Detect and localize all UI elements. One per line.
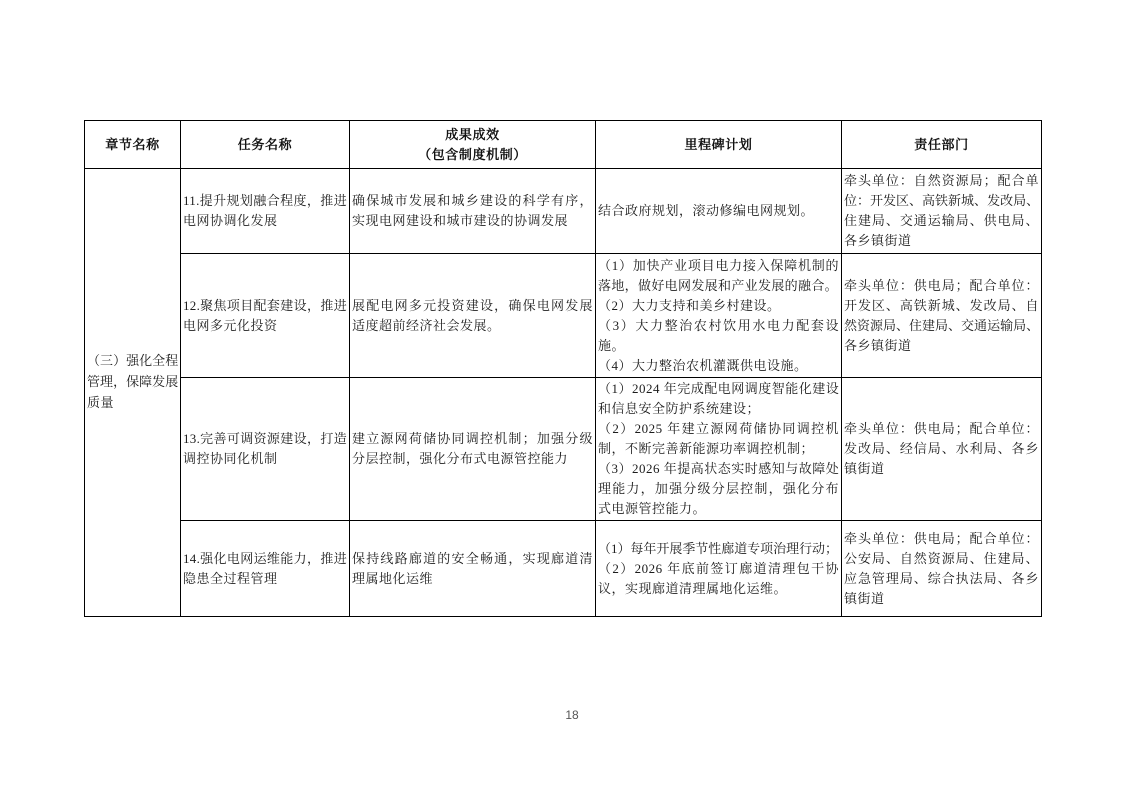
department-text-line: 镇街道 — [844, 590, 885, 606]
task-cell — [181, 169, 350, 254]
task-name-line: 13.完善可调资源建设，打造 — [183, 431, 347, 446]
header-milestone-label: 里程碑计划 — [684, 136, 753, 152]
department-text-line: 牵头单位：自然资源局；配合单 — [844, 173, 1039, 188]
milestone-text-paragraph — [598, 459, 839, 519]
task-name-paragraph — [183, 191, 347, 231]
department-cell — [842, 521, 1042, 617]
milestone-text-line: （3）大力整治农村饮用水电力配套设 — [598, 317, 839, 333]
department-cell — [842, 378, 1042, 521]
milestone-text-line: 落地，做好电网发展和产业发展的融合。 — [598, 277, 839, 293]
milestone-text-paragraph — [598, 201, 839, 221]
outcome-text-line: 实现电网建设和城市建设的协调发展 — [352, 213, 569, 228]
header-department-cell — [842, 121, 1042, 169]
milestone-text-line: （2）大力支持和美乡村建设。 — [598, 297, 781, 313]
header-task-label: 任务名称 — [237, 136, 293, 152]
header-task-cell — [181, 121, 350, 169]
outcome-text-paragraph — [352, 549, 593, 589]
outcome-cell — [350, 169, 596, 254]
milestone-text-line: 理能力，加强分级分层控制，强化分布 — [598, 481, 839, 496]
milestone-text-line: 结合政府规划，滚动修编电网规划。 — [598, 203, 815, 218]
milestone-text — [598, 379, 839, 519]
header-department-label: 责任部门 — [914, 136, 969, 152]
outcome-text-line: 建立源网荷储协同调控机制；加强分级 — [352, 431, 593, 446]
department-cell — [842, 254, 1042, 378]
department-text-line: 各乡镇街道 — [844, 233, 912, 248]
milestone-text-line: （1）加快产业项目电力接入保障机制的 — [598, 257, 839, 273]
department-text-line: 住建局、交通运输局、供电局、 — [844, 213, 1039, 228]
milestone-text — [598, 539, 839, 599]
department-text-line: 开发区、高铁新城、发改局、自 — [844, 297, 1039, 313]
chapter-name-paragraph — [87, 350, 178, 413]
outcome-text-line: 确保城市发展和城乡建设的科学有序， — [352, 193, 593, 208]
task-name-line: 电网协调化发展 — [183, 213, 278, 228]
chapter-name-line: （三）强化全程 — [87, 353, 178, 368]
task-cell — [181, 378, 350, 521]
header-outcome-cell — [350, 121, 596, 169]
task-name-line: 14.强化电网运维能力，推进 — [183, 550, 347, 566]
milestone-text-paragraph — [598, 256, 839, 296]
department-text-line: 牵头单位：供电局；配合单位： — [844, 421, 1039, 436]
outcome-text-line: 分层控制，强化分布式电源管控能力 — [352, 451, 569, 466]
outcome-text-paragraph — [352, 429, 593, 469]
chapter-name-line: 质量 — [87, 395, 115, 410]
outcome-text-line: 理属地化运维 — [352, 570, 434, 586]
milestone-text-line: 式电源管控能力。 — [598, 501, 707, 516]
task-cell — [181, 254, 350, 378]
milestone-text-line: （1）每年开展季节性廊道专项治理行动； — [598, 540, 839, 556]
task-name-paragraph — [183, 296, 347, 336]
task-name — [183, 191, 347, 231]
milestone-text-paragraph — [598, 296, 839, 316]
milestone-text-line: 和信息安全防护系统建设； — [598, 401, 761, 416]
task-plan-table — [84, 120, 1042, 617]
task-name — [183, 296, 347, 336]
outcome-text — [352, 429, 593, 469]
outcome-text — [352, 191, 593, 231]
milestone-cell — [596, 254, 842, 378]
outcome-text — [352, 549, 593, 589]
task-name-line: 调控协同化机制 — [183, 451, 278, 466]
task-name — [183, 549, 347, 589]
department-text — [844, 276, 1039, 356]
milestone-text-line: 施。 — [598, 337, 626, 353]
milestone-text-paragraph — [598, 539, 839, 559]
outcome-text — [352, 296, 593, 336]
department-text-line: 公安局、自然资源局、住建局、 — [844, 550, 1039, 566]
chapter-name — [87, 350, 178, 413]
milestone-text — [598, 256, 839, 376]
task-name-line: 隐患全过程管理 — [183, 570, 278, 586]
header-outcome-label: 成果成效 — [445, 126, 500, 142]
department-text-line: 各乡镇街道 — [844, 337, 912, 353]
milestone-cell — [596, 378, 842, 521]
milestone-text-line: （2）2026 年底前签订廊道清理包干协 — [598, 560, 839, 576]
milestone-text-line: （2）2025 年建立源网荷储协同调控机 — [598, 421, 839, 436]
department-text-paragraph — [844, 419, 1039, 479]
milestone-text-line: （4）大力整治农机灌溉供电设施。 — [598, 357, 808, 373]
table-row — [85, 521, 1042, 617]
outcome-text-line: 适度超前经济社会发展。 — [352, 317, 501, 333]
milestone-text-line: 议，实现廊道清理属地化运维。 — [598, 580, 788, 596]
outcome-cell — [350, 521, 596, 617]
outcome-text-line: 保持线路廊道的安全畅通，实现廊道清 — [352, 550, 593, 566]
department-text-line: 牵头单位：供电局；配合单位： — [844, 530, 1039, 546]
milestone-cell — [596, 521, 842, 617]
milestone-text-line: （1）2024 年完成配电网调度智能化建设 — [598, 381, 840, 396]
task-name-paragraph — [183, 549, 347, 589]
department-text-line: 然资源局、住建局、交通运输局、 — [844, 317, 1039, 333]
milestone-text-paragraph — [598, 379, 839, 419]
task-cell — [181, 521, 350, 617]
department-text — [844, 529, 1039, 609]
task-name-paragraph — [183, 429, 347, 469]
task-name-line: 12.聚焦项目配套建设，推进 — [183, 297, 347, 313]
task-name — [183, 429, 347, 469]
outcome-text-paragraph — [352, 191, 593, 231]
outcome-cell — [350, 254, 596, 378]
header-milestone-cell — [596, 121, 842, 169]
chapter-cell — [85, 169, 181, 617]
chapter-name-line: 管理，保障发展 — [87, 374, 178, 389]
department-text — [844, 419, 1039, 479]
header-row — [85, 121, 1042, 169]
milestone-text-line: 制，不断完善新能源功率调控机制； — [598, 441, 815, 456]
outcome-text-paragraph — [352, 296, 593, 336]
outcome-text-line: 展配电网多元投资建设，确保电网发展 — [352, 297, 593, 313]
department-text-line: 应急管理局、综合执法局、各乡 — [844, 570, 1039, 586]
table-row — [85, 254, 1042, 378]
department-text-paragraph — [844, 529, 1039, 609]
department-text-line: 牵头单位：供电局；配合单位： — [844, 277, 1039, 293]
table-row — [85, 378, 1042, 521]
header-chapter-cell — [85, 121, 181, 169]
milestone-text-paragraph — [598, 559, 839, 599]
department-cell — [842, 169, 1042, 254]
milestone-text — [598, 201, 839, 221]
milestone-text-line: （3）2026 年提高状态实时感知与故障处 — [598, 461, 840, 476]
task-name-line: 电网多元化投资 — [183, 317, 278, 333]
milestone-text-paragraph — [598, 316, 839, 356]
department-text-line: 位：开发区、高铁新城、发改局、 — [844, 193, 1039, 208]
milestone-text-paragraph — [598, 356, 839, 376]
header-outcome-note: （包含制度机制） — [418, 146, 527, 162]
page-number: 18 — [565, 708, 579, 722]
header-chapter-label: 章节名称 — [105, 136, 160, 152]
department-text-line: 镇街道 — [844, 461, 885, 476]
outcome-cell — [350, 378, 596, 521]
task-name-line: 11.提升规划融合程度，推进 — [183, 193, 347, 208]
table-row — [85, 169, 1042, 254]
department-text — [844, 171, 1039, 251]
milestone-text-paragraph — [598, 419, 839, 459]
milestone-cell — [596, 169, 842, 254]
department-text-line: 发改局、经信局、水利局、各乡 — [844, 441, 1039, 456]
department-text-paragraph — [844, 276, 1039, 356]
department-text-paragraph — [844, 171, 1039, 251]
